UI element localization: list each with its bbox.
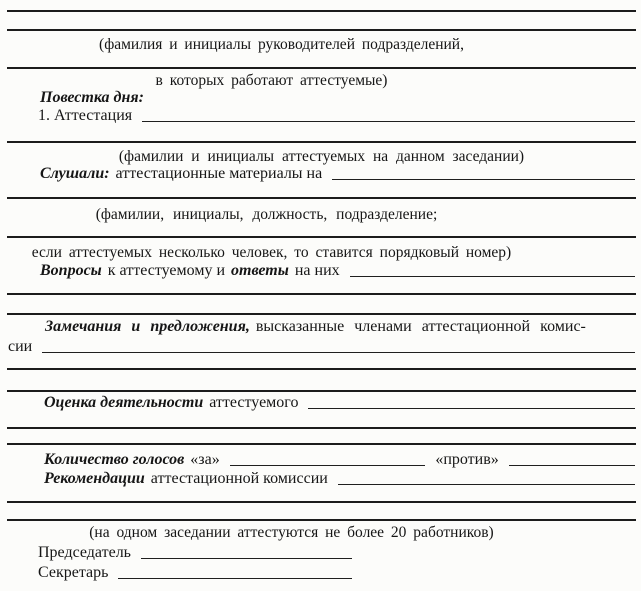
ruled-line — [7, 368, 636, 370]
votes-against-label: «против» — [435, 451, 499, 468]
answers-label: ответы — [231, 262, 289, 279]
ruled-line — [7, 197, 636, 199]
ruled-line — [7, 519, 636, 521]
questions-mid: к аттестуемому и — [107, 262, 226, 279]
votes-label: Количество голосов — [44, 451, 185, 468]
agenda-heading: Повестка дня: — [40, 89, 144, 106]
fill-in-line — [118, 577, 352, 579]
ruled-line — [7, 313, 636, 315]
caption-unit-heads-line2: в которых работают аттестуемые) — [155, 72, 388, 89]
caption-unit-heads-line1: (фамилия и инициалы руководителей подразделений, — [99, 36, 464, 53]
heard-row — [40, 164, 635, 183]
fill-in-line — [350, 275, 635, 277]
ruled-line — [7, 67, 636, 69]
remarks-label: Замечания и предложения, — [45, 318, 250, 335]
fill-in-line — [308, 407, 635, 409]
ruled-line — [7, 236, 636, 238]
agenda-item-label: 1. Аттестация — [38, 107, 133, 124]
fill-in-line — [509, 464, 635, 466]
caption-multiple: если аттестуемых несколько человек, то ставится порядковый номер) — [31, 244, 512, 261]
fill-in-line — [42, 351, 635, 353]
heard-text: аттестационные материалы на — [115, 165, 323, 182]
votes-for-label: «за» — [190, 451, 220, 468]
ruled-line — [7, 501, 636, 503]
recommendations-label: Рекомендации — [44, 470, 145, 487]
assessment-row — [44, 393, 635, 412]
caption-details: (фамилии, инициалы, должность, подразделение; — [95, 206, 438, 223]
ruled-line — [7, 29, 636, 31]
ruled-line — [7, 443, 636, 445]
votes-row — [44, 450, 635, 469]
questions-tail: на них — [294, 262, 340, 279]
chairman-label: Председатель — [38, 544, 131, 561]
fill-in-line — [332, 178, 635, 180]
fill-in-line — [141, 557, 352, 559]
secretary-row — [38, 563, 352, 582]
ruled-line — [7, 390, 636, 392]
recommendations-text: аттестационной комиссии — [150, 470, 328, 487]
assessment-label: Оценка деятельности — [44, 394, 204, 411]
caption-attestees: (фамилии и инициалы аттестуемых на данном заседании) — [118, 148, 525, 165]
ruled-line — [7, 427, 636, 429]
questions-label: Вопросы — [40, 262, 102, 279]
ruled-line — [7, 141, 636, 143]
questions-row — [40, 261, 635, 280]
fill-in-line — [142, 120, 635, 122]
fill-in-line — [338, 483, 635, 485]
ruled-line — [7, 293, 636, 295]
assessment-text: аттестуемого — [209, 394, 299, 411]
agenda-heading-row — [40, 88, 635, 107]
remarks-row — [45, 317, 635, 336]
caption-limit: (на одном заседании аттестуются не более 20 работников) — [89, 524, 494, 541]
chairman-row — [38, 543, 352, 562]
remarks-text: высказанные членами аттестационной комис- — [255, 318, 586, 335]
recommendations-row — [44, 469, 635, 488]
heard-label: Слушали: — [40, 165, 110, 182]
ruled-line — [7, 10, 636, 12]
agenda-item-row — [38, 106, 635, 125]
fill-in-line — [230, 464, 426, 466]
remarks-wrap-text: сии — [8, 338, 33, 355]
secretary-label: Секретарь — [38, 564, 109, 581]
remarks-wrap-row — [8, 337, 635, 356]
